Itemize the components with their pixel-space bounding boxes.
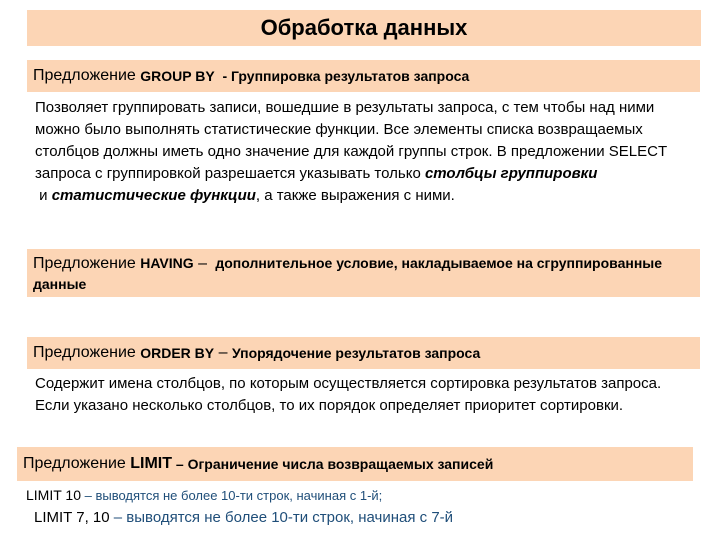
page-title-bar — [27, 10, 701, 46]
limit-prefix: Предложение — [23, 455, 131, 472]
limit-example-2 — [34, 509, 453, 526]
group-by-text-2: , а также выражения с ними. — [255, 187, 455, 204]
order-by-prefix: Предложение — [33, 344, 141, 361]
group-by-paragraph — [35, 97, 695, 207]
page-title: Обработка данных — [260, 15, 468, 40]
limit-sep: – — [172, 456, 188, 472]
having-desc: дополнительное условие, накладываемое на сгруппированные данные — [33, 255, 663, 292]
order-by-paragraph: Содержит имена столбцов, по которым осуществляется сортировка результатов запроса. Если указано несколько столбцов, то их порядок определяет приоритет сортировки. — [35, 375, 662, 414]
group-by-header — [27, 60, 700, 92]
group-by-keyword: GROUP BY — [140, 68, 215, 84]
limit-example-2-code: LIMIT 7, 10 — [34, 509, 110, 526]
limit-example-2-desc: – выводятся не более 10-ти строк, начиная с 7-й — [109, 509, 454, 526]
group-by-text-1: Позволяет группировать записи, вошедшие в результаты запроса, с тем чтобы над ними можно было выполнять статистические функции. Все элементы списка возвращаемых столбцов должны иметь одно значение для каждой группы строк. В предложении SELECT запроса с группировкой разрешается указывать только — [35, 99, 667, 182]
limit-desc: Ограничение числа возвращаемых записей — [187, 456, 494, 472]
having-prefix: Предложение — [33, 255, 141, 272]
limit-keyword: LIMIT — [130, 455, 172, 472]
having-sep: – — [193, 255, 212, 272]
limit-example-1-code: LIMIT 10 — [26, 487, 81, 503]
order-by-sep: – — [214, 344, 232, 361]
group-by-prefix: Предложение — [33, 67, 141, 84]
order-by-desc: Упорядочение результатов запроса — [231, 345, 481, 361]
limit-example-1-desc: – выводятся не более 10-ти строк, начиная с 1-й; — [81, 488, 383, 503]
limit-example-1 — [26, 487, 382, 503]
having-keyword: HAVING — [140, 255, 194, 271]
group-by-emph-2: статистические функции — [51, 187, 256, 204]
group-by-emph-1: столбцы группировки — [424, 165, 598, 182]
having-header — [27, 249, 700, 297]
group-by-mid: и — [35, 187, 52, 204]
group-by-desc: Группировка результатов запроса — [231, 68, 470, 84]
limit-header — [17, 447, 693, 481]
order-by-keyword: ORDER BY — [140, 345, 215, 361]
group-by-sep: - — [214, 68, 232, 84]
order-by-header — [27, 337, 700, 369]
